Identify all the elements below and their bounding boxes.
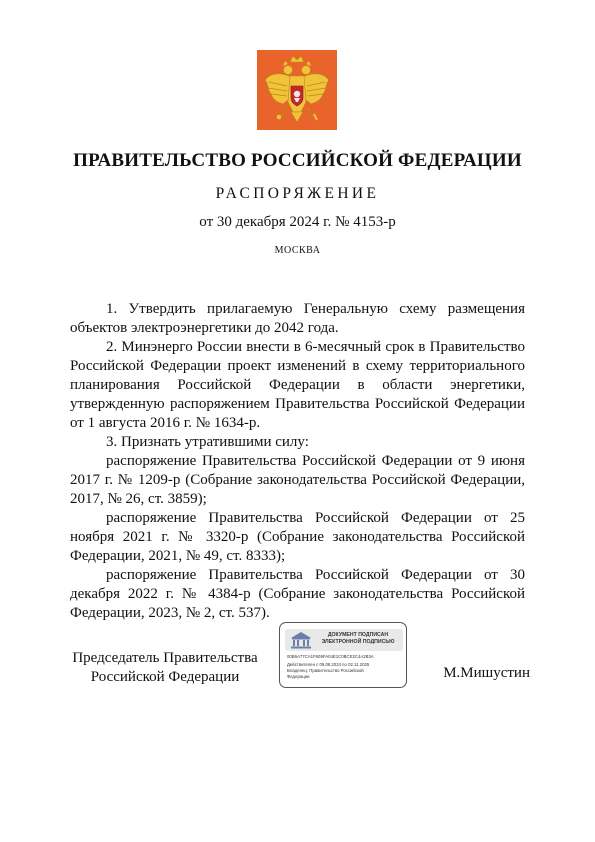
coat-of-arms-russia-icon [257,50,337,130]
signatory-name: М.Мишустин [443,665,530,681]
government-title: ПРАВИТЕЛЬСТВО РОССИЙСКОЙ ФЕДЕРАЦИИ [73,150,522,171]
repealed-order-1: распоряжение Правительства Российской Федерации от 9 июня 2017 г. № 1209-р (Собрание законодательства Российской Федерации, 2017, № 26, ст. 3859); [70,453,525,507]
stamp-validity: Действителен с 09.08.2024 по 02.11.2025 [287,662,370,667]
electronic-signature-stamp [279,622,407,688]
document-date-number: от 30 декабря 2024 г. № 4153-р [199,214,396,230]
stamp-owner-line2: Федерации [287,674,310,679]
repealed-order-3: распоряжение Правительства Российской Федерации от 30 декабря 2022 г. № 4384-р (Собрание законодательства Российской Федерации, 2023, № 2, ст. 537). [70,567,525,621]
stamp-title-line2: ЭЛЕКТРОННОЙ ПОДПИСЬЮ [321,639,395,645]
stamp-title [315,632,401,646]
government-building-icon [289,631,313,649]
document-body [70,300,525,623]
stamp-owner-line1: Владелец: Правительство Российской [287,668,364,673]
paragraph-3: 3. Признать утратившими силу: [106,434,309,450]
signatory-position-line2: Российской Федерации [90,669,240,685]
stamp-certificate: 00B6A77CA1F609FA04E1C0BCE2C4A2B3A [287,654,374,659]
paragraph-2: 2. Минэнерго России внести в 6-месячный срок в Правительство Российской Федерации проект изменений в схему территориального планирования Российской Федерации в области энергетики, утвержденную распоряжением Правительства Российской Федерации от 1 августа 2016 г. № 1634-р. [70,339,525,431]
document-city: МОСКВА [274,245,321,256]
document-type: РАСПОРЯЖЕНИЕ [215,185,380,202]
signatory-position-line1: Председатель Правительства [72,650,258,666]
paragraph-1: 1. Утвердить прилагаемую Генеральную схему размещения объектов электроэнергетики до 2042 года. [70,301,525,336]
stamp-header [285,629,403,651]
stamp-title-line1: ДОКУМЕНТ ПОДПИСАН [327,632,389,638]
signatory-position [70,649,260,687]
repealed-order-2: распоряжение Правительства Российской Федерации от 25 ноября 2021 г. № 3320-р (Собрание законодательства Российской Федерации, 2021, № 49, ст. 8333); [70,510,525,564]
